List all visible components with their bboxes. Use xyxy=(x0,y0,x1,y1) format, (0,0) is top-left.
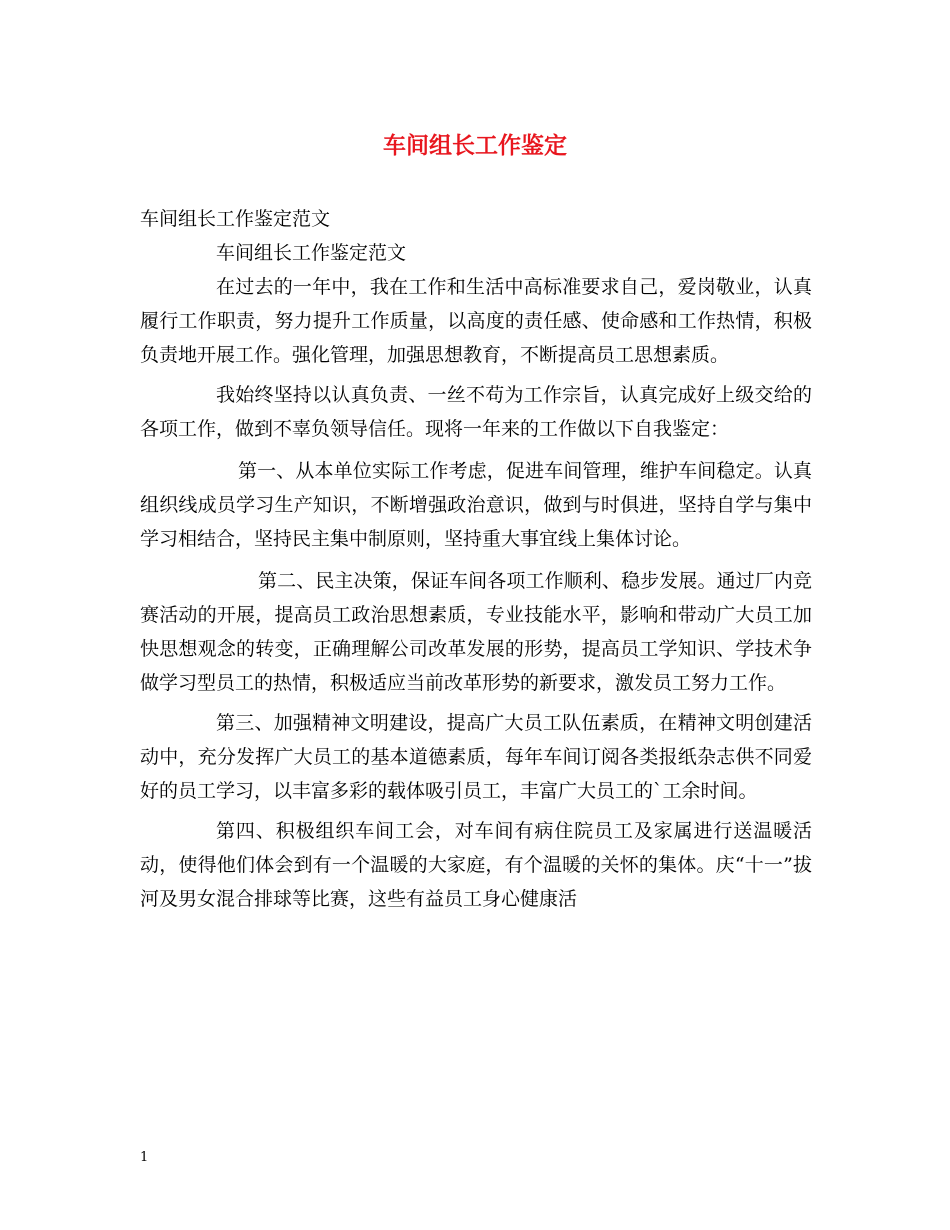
document-title: 车间组长工作鉴定 xyxy=(383,132,567,159)
section-heading: 车间组长工作鉴定范文 xyxy=(216,242,407,264)
paragraph-point-3: 第三、加强精神文明建设，提高广大员工队伍素质，在精神文明创建活动中，充分发挥广大员工的基本道德素质，每年车间订阅各类报纸杂志供不同爱好的员工学习，以丰富多彩的载体吸引员工，丰富广大员工的`工余时间。 xyxy=(140,712,812,802)
document-subtitle: 车间组长工作鉴定范文 xyxy=(140,208,331,230)
paragraph-point-2: 第二、民主决策，保证车间各项工作顺利、稳步发展。通过厂内竞赛活动的开展，提高员工政治思想素质，专业技能水平，影响和带动广大员工加快思想观念的转变，正确理解公司改革发展的形势，提高员工学知识、学技术争做学习型员工的热情，积极适应当前改革形势的新要求，激发员工努力工作。 xyxy=(140,570,812,694)
paragraph-intro: 在过去的一年中，我在工作和生活中高标准要求自己，爱岗敬业，认真履行工作职责，努力提升工作质量，以高度的责任感、使命感和工作热情，积极负责地开展工作。强化管理，加强思想教育，不断提高员工思想素质。 xyxy=(140,276,812,366)
paragraph-point-4: 第四、积极组织车间工会，对车间有病住院员工及家属进行送温暖活动，使得他们体会到有一个温暖的大家庭，有个温暖的关怀的集体。庆“十一”拔河及男女混合排球等比赛，这些有益员工身心健康活 xyxy=(140,820,812,910)
paragraph-summary: 我始终坚持以认真负责、一丝不苟为工作宗旨，认真完成好上级交给的各项工作，做到不辜负领导信任。现将一年来的工作做以下自我鉴定： xyxy=(140,384,812,440)
paragraph-point-1: 第一、从本单位实际工作考虑，促进车间管理，维护车间稳定。认真组织线成员学习生产知识，不断增强政治意识，做到与时俱进，坚持自学与集中学习相结合，坚持民主集中制原则，坚持重大事宜线上集体讨论。 xyxy=(140,460,812,550)
document-body xyxy=(140,236,812,916)
page-number: 1 xyxy=(140,1150,149,1165)
